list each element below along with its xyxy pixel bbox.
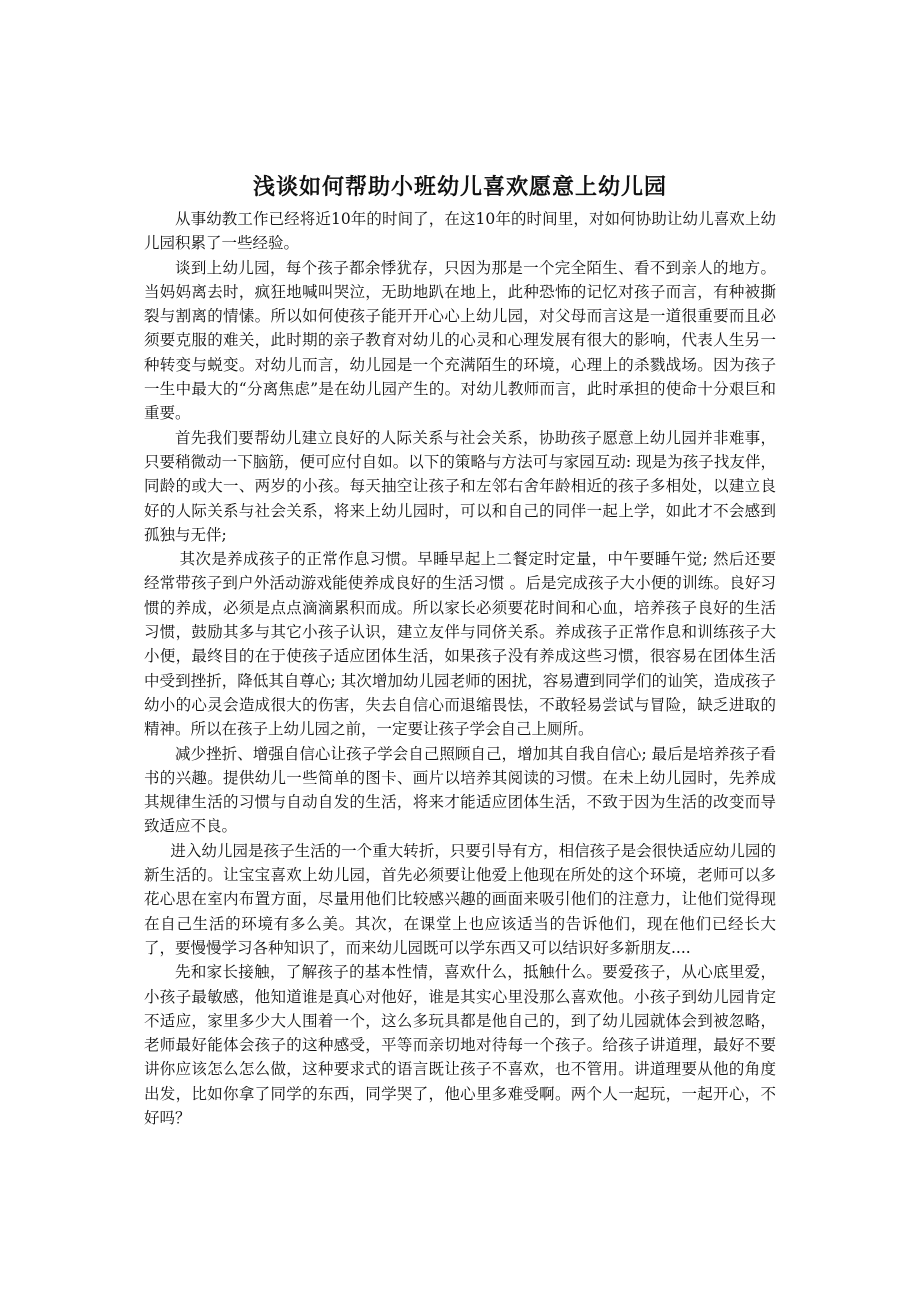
paragraph-intro: 从事幼教工作已经将近10年的时间了，在这10年的时间里，对如何协助让幼儿喜欢上幼儿园积累了一些经验。 [144, 210, 776, 253]
paragraph-daily-habits: 其次是养成孩子的正常作息习惯。早睡早起上二餐定时定量，中午要睡午觉; 然后还要经常带孩子到户外活动游戏能使养成良好的生活习惯 。后是完成孩子大小便的训练。良好习惯的养成，必须是点点滴滴累积而成。所以家长必须要花时间和心血，培养孩子良好的生活习惯，鼓励其多与其它小孩子认识，建立友伴与同侪关系。养成孩子正常作息和训练孩子大小便，最终目的在于使孩子适应团体生活，如果孩子没有养成这些习惯，很容易在团体生活中受到挫折，降低其自尊心; 其次增加幼儿园老师的困扰，容易遭到同学们的讪笑，造成孩子幼小的心灵会造成很大的伤害，失去自信心而退缩畏怯，不敢轻易尝试与冒险，缺乏进取的精神。所以在孩子上幼儿园之前，一定要让孩子学会自己上厕所。 [144, 550, 776, 739]
paragraph-self-confidence: 减少挫折、增强自信心让孩子学会自己照顾自己，增加其自我自信心; 最后是培养孩子看书的兴趣。提供幼儿一些简单的图卡、画片以培养其阅读的习惯。在未上幼儿园时，先养成其规律生活的习惯与自动自发的生活，将来才能适应团体生活，不致于因为生活的改变而导致适应不良。 [144, 744, 776, 836]
paragraph-new-environment: 进入幼儿园是孩子生活的一个重大转折，只要引导有方，相信孩子是会很快适应幼儿园的新生活的。让宝宝喜欢上幼儿园，首先必须要让他爱上他现在所处的这个环境，老师可以多花心思在室内布置方面，尽量用他们比较感兴趣的画面来吸引他们的注意力，让他们觉得现在自己生活的环境有多么美。其次，在课堂上也应该适当的告诉他们，现在他们已经长大了，要慢慢学习各种知识了，而来幼儿园既可以学东西又可以结识好多新朋友.... [144, 841, 776, 957]
paragraph-social-relations: 首先我们要帮幼儿建立良好的人际关系与社会关系，协助孩子愿意上幼儿园并非难事，只要稍微动一下脑筋，便可应付自如。以下的策略与方法可与家园互动: 现是为孩子找友伴，同龄的或大一、两岁的小孩。每天抽空让孩子和左邻右舍年龄相近的孩子多相处，以建立良好的人际关系与社会关系，将来上幼儿园时，可以和自己的同伴一起上学，如此才不会感到孤独与无伴; [144, 428, 776, 544]
paragraph-parent-contact: 先和家长接触，了解孩子的基本性情，喜欢什么，抵触什么。要爱孩子，从心底里爱，小孩子最敏感，他知道谁是真心对他好，谁是其实心里没那么喜欢他。小孩子到幼儿园肯定不适应，家里多少大人围着一个，这么多玩具都是他自己的，到了幼儿园就体会到被忽略，老师最好能体会孩子的这种感受，平等而亲切地对待每一个孩子。给孩子讲道理，最好不要讲你应该怎么怎么做，这种要求式的语言既让孩子不喜欢，也不管用。讲道理要从他的角度出发，比如你拿了同学的东西，同学哭了，他心里多难受啊。两个人一起玩，一起开心，不好吗？ [144, 963, 776, 1127]
paragraph-separation-anxiety: 谈到上幼儿园，每个孩子都余悸犹存，只因为那是一个完全陌生、看不到亲人的地方。当妈妈离去时，疯狂地喊叫哭泣，无助地趴在地上，此种恐怖的记忆对孩子而言，有种被撕裂与割离的情愫。所以如何使孩子能开开心心上幼儿园，对父母而言这是一道很重要而且必须要克服的难关，此时期的亲子教育对幼儿的心灵和心理发展有很大的影响，代表人生另一种转变与蜕变。对幼儿而言，幼儿园是一个充满陌生的环境，心理上的杀戮战场。因为孩子一生中最大的“分离焦虑”是在幼儿园产生的。对幼儿教师而言，此时承担的使命十分艰巨和重要。 [144, 258, 776, 423]
document-title: 浅谈如何帮助小班幼儿喜欢愿意上幼儿园 [252, 174, 667, 200]
document-body [144, 207, 776, 1130]
